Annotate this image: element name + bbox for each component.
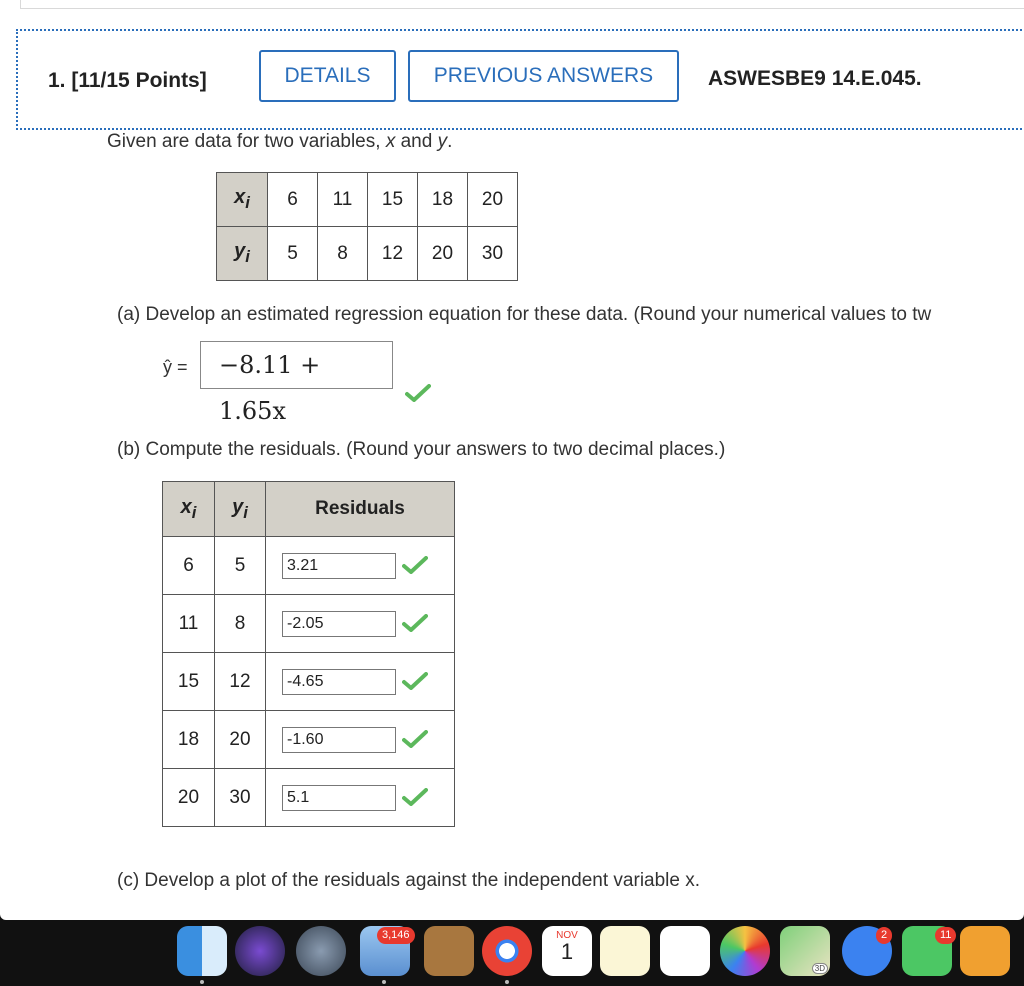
calendar-month: NOV xyxy=(556,930,578,941)
finder-icon[interactable] xyxy=(177,926,227,976)
table-row xyxy=(163,537,455,595)
residual-cell xyxy=(266,595,455,653)
launchpad-icon[interactable] xyxy=(296,926,346,976)
part-a-prompt: (a) Develop an estimated regression equation for these data. (Round your numerical values to tw xyxy=(117,304,932,325)
residuals-table xyxy=(162,481,455,827)
row-y: 20 xyxy=(215,711,266,769)
row-x: 11 xyxy=(163,595,215,653)
residuals-header: Residuals xyxy=(266,482,455,537)
x-value: 11 xyxy=(318,173,368,227)
part-b-prompt: (b) Compute the residuals. (Round your answers to two decimal places.) xyxy=(117,439,726,460)
residuals-x-var: x xyxy=(180,495,192,518)
x-row xyxy=(217,173,518,227)
correct-check-icon xyxy=(402,672,428,690)
regression-equation-answer[interactable]: −8.11 + 1.65x xyxy=(200,341,393,389)
maps-icon[interactable] xyxy=(780,926,830,976)
y-value: 20 xyxy=(418,227,468,281)
question-code: ASWESBE9 14.E.045. xyxy=(708,67,922,90)
pages-icon[interactable] xyxy=(960,926,1010,976)
row-y: 30 xyxy=(215,769,266,827)
intro-var-y: y xyxy=(437,131,448,152)
x-value: 6 xyxy=(268,173,318,227)
row-x: 18 xyxy=(163,711,215,769)
y-value: 8 xyxy=(318,227,368,281)
row-y: 12 xyxy=(215,653,266,711)
y-header-var: y xyxy=(234,240,246,262)
y-value: 12 xyxy=(368,227,418,281)
row-y: 8 xyxy=(215,595,266,653)
y-value: 30 xyxy=(468,227,518,281)
reminders-icon[interactable] xyxy=(660,926,710,976)
table-row xyxy=(163,769,455,827)
residuals-y-header xyxy=(215,482,266,537)
part-c-prompt: (c) Develop a plot of the residuals against the independent variable x. xyxy=(117,870,701,891)
x-row-header xyxy=(217,173,268,227)
correct-check-icon xyxy=(402,614,428,632)
facetime-badge: 11 xyxy=(935,927,956,944)
notes-icon[interactable] xyxy=(600,926,650,976)
details-button[interactable]: DETAILS xyxy=(259,50,396,102)
row-x: 15 xyxy=(163,653,215,711)
previous-answers-button[interactable]: PREVIOUS ANSWERS xyxy=(408,50,679,102)
y-value: 5 xyxy=(268,227,318,281)
contacts-icon[interactable] xyxy=(424,926,474,976)
residuals-y-var: y xyxy=(232,495,244,518)
residual-input[interactable] xyxy=(282,669,396,695)
residual-input[interactable] xyxy=(282,611,396,637)
photos-icon[interactable] xyxy=(720,926,770,976)
residual-input[interactable] xyxy=(282,553,396,579)
calendar-day: 1 xyxy=(560,939,574,964)
table-row xyxy=(163,711,455,769)
residuals-x-sub: i xyxy=(191,502,197,522)
running-indicator xyxy=(200,980,204,984)
residual-cell xyxy=(266,653,455,711)
row-x: 6 xyxy=(163,537,215,595)
chrome-icon[interactable] xyxy=(482,926,532,976)
intro-text-start: Given are data for two variables, xyxy=(107,131,386,152)
y-header-sub: i xyxy=(245,247,250,266)
residual-cell xyxy=(266,537,455,595)
question-header-controls xyxy=(16,29,1024,130)
residuals-header-row xyxy=(163,482,455,537)
x-value: 18 xyxy=(418,173,468,227)
data-table xyxy=(216,172,518,281)
yhat-label: ŷ = xyxy=(163,357,188,377)
x-header-sub: i xyxy=(245,193,250,212)
residual-input[interactable] xyxy=(282,727,396,753)
question-number-points: 1. [11/15 Points] xyxy=(48,69,207,92)
residual-cell xyxy=(266,769,455,827)
row-x: 20 xyxy=(163,769,215,827)
mail-badge: 3,146 xyxy=(377,927,415,944)
table-row xyxy=(163,595,455,653)
residual-input[interactable] xyxy=(282,785,396,811)
correct-check-icon xyxy=(402,556,428,574)
correct-check-icon xyxy=(402,730,428,748)
residual-cell xyxy=(266,711,455,769)
x-value: 15 xyxy=(368,173,418,227)
x-header-var: x xyxy=(234,186,246,208)
intro-text-end: . xyxy=(447,131,453,152)
previous-section-border xyxy=(20,0,1024,9)
intro-text-and: and xyxy=(395,131,438,152)
table-row xyxy=(163,653,455,711)
intro-var-x: x xyxy=(385,131,396,152)
residuals-x-header xyxy=(163,482,215,537)
calendar-icon[interactable] xyxy=(542,926,592,976)
messages-badge: 2 xyxy=(876,927,892,944)
x-value: 20 xyxy=(468,173,518,227)
running-indicator xyxy=(382,980,386,984)
y-row-header xyxy=(217,227,268,281)
running-indicator xyxy=(505,980,509,984)
row-y: 5 xyxy=(215,537,266,595)
maps-3d-label: 3D xyxy=(812,963,828,974)
correct-check-icon xyxy=(405,384,431,402)
page-bottom-edge xyxy=(0,914,1024,920)
siri-icon[interactable] xyxy=(235,926,285,976)
correct-check-icon xyxy=(402,788,428,806)
y-row xyxy=(217,227,518,281)
residuals-y-sub: i xyxy=(243,502,248,522)
intro-text xyxy=(107,131,452,153)
